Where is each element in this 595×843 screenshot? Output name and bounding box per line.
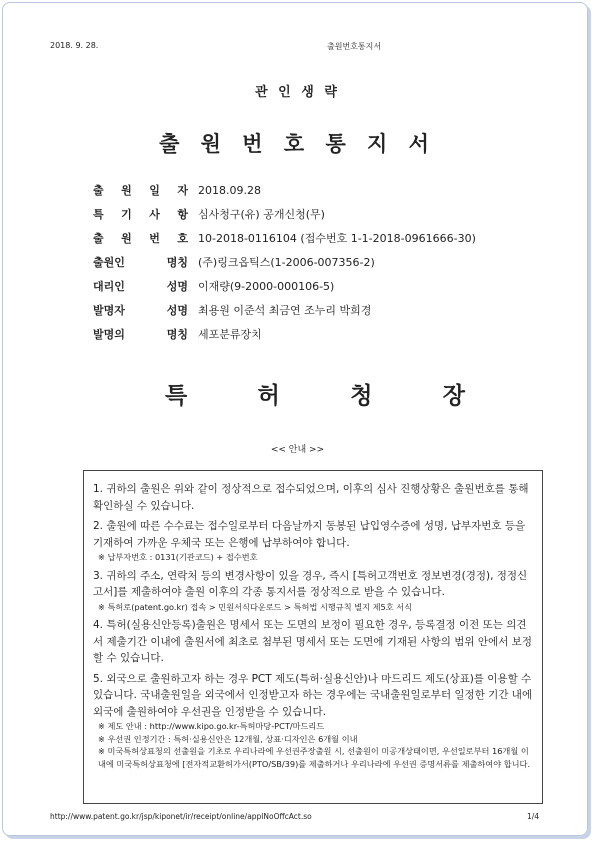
notice-note: ※ 미국특허상표청의 선출원을 기초로 우리나라에 우선권주장출원 시, 선출원이 미공개상태이면, 우선일로부터 16개월 이내에 미국특허상표청에 [전자적교환허가서(PTO/SB/39)를 제출하거나 우리나라에 우선권 증명서류를 제출하여야 합니다.	[98, 746, 531, 769]
notice-text: 5. 외국으로 출원하고자 하는 경우 PCT 제도(특허·실용신안)나 마드리드 제도(상표)를 이용할 수 있습니다. 국내출원일을 외국에서 인정받고자 하는 경우에는 국내출원일로부터 일정한 기간 내에 외국에 출원하여야 우선권을 인정받을 수 있습니다.	[93, 672, 533, 718]
notice-item	[93, 671, 534, 771]
notice-item	[93, 481, 534, 514]
field-value: 이재량(9-2000-000106-5)	[198, 280, 335, 293]
issuer-char: 장	[442, 383, 465, 409]
field-value: 최용원 이준석 최금연 조누리 박희경	[198, 304, 372, 317]
field-label: 출 원 일 자	[93, 184, 188, 197]
notice-text: 1. 귀하의 출원은 위와 같이 정상적으로 접수되었으며, 이후의 심사 진행상황은 출원번호를 통해 확인하실 수 있습니다.	[93, 483, 529, 512]
issuer-commissioner	[165, 377, 465, 410]
notice-note: ※ 특허로(patent.go.kr) 접속 > 민원서식다운로드 > 특허법 시행규칙 별지 제5호 서식	[98, 601, 413, 612]
field-value: (주)링크옵틱스(1-2006-007356-2)	[198, 256, 375, 269]
page-number: 1/4	[527, 812, 540, 821]
seal-omitted-label: 관 인 생 략	[255, 85, 340, 100]
field-special-notes	[93, 202, 476, 226]
issuer-char: 특	[165, 383, 188, 409]
notice-note: ※ 제도 안내 : http://www.kipo.go.kr-특허마당-PCT/마드리드	[98, 721, 325, 731]
notice-box	[83, 470, 543, 804]
field-application-date	[93, 178, 476, 202]
notice-text: 4. 특허(실용신안등록)출원은 명세서 또는 도면의 보정이 필요한 경우, 등록결정 이전 또는 의견서 제출기간 이내에 출원서에 최초로 첨부된 명세서 또는 도면에 기재된 사항의 범위 안에서 보정할 수 있습니다.	[93, 619, 532, 664]
field-label: 출 원 번 호	[93, 232, 188, 245]
field-label: 발명자 성명	[93, 304, 188, 317]
field-applicant-name	[93, 250, 476, 274]
notice-text: 3. 귀하의 주소, 연락처 등의 변경사항이 있을 경우, 즉시 [특허고객번호 정보변경(경정), 정정신고서]를 제출하여야 출원 이후의 각종 통지서를 정상적으로 받을 수 있습니다.	[93, 569, 528, 598]
field-value: 세포분류장치	[198, 328, 262, 341]
document-title: 출 원 번 호 통 지 서	[159, 132, 436, 156]
notice-item	[93, 568, 534, 614]
field-label: 출원인 명칭	[93, 256, 188, 269]
field-value: 2018.09.28	[198, 183, 261, 197]
field-application-number	[93, 226, 476, 250]
notice-note: ※ 납부자번호 : 0131(기관코드) + 접수번호	[98, 552, 258, 562]
application-fields	[93, 178, 476, 346]
field-label: 발명의 명칭	[93, 328, 188, 341]
print-date: 2018. 9. 28.	[50, 41, 99, 50]
issuer-char: 허	[257, 383, 280, 409]
notice-item	[93, 617, 534, 667]
field-agent-name	[93, 274, 476, 298]
footer-url: http://www.patent.go.kr/jsp/kiponet/ir/receipt/online/applNoOffcAct.so	[50, 812, 312, 821]
field-value: 10-2018-0116104 (접수번호 1-1-2018-0961666-30)	[198, 232, 476, 245]
field-label: 대리인 성명	[93, 280, 188, 293]
notice-text: 2. 출원에 따른 수수료는 접수일로부터 다음날까지 동봉된 납입영수증에 성명, 납부자번호 등을 기재하여 가까운 우체국 또는 은행에 납부하여야 합니다.	[93, 520, 526, 549]
field-invention-title	[93, 322, 476, 346]
field-inventors	[93, 298, 476, 322]
header-title: 출원번호통지서	[327, 42, 382, 51]
field-label: 특 기 사 항	[93, 208, 188, 221]
issuer-char: 청	[350, 383, 373, 409]
notice-item	[93, 518, 534, 564]
notice-note: ※ 우선권 인정기간 : 특허·실용신안은 12개월, 상표·디자인은 6개월 이내	[98, 733, 358, 744]
guide-heading: << 안내 >>	[270, 445, 325, 455]
field-value: 심사청구(유) 공개신청(무)	[198, 208, 325, 221]
